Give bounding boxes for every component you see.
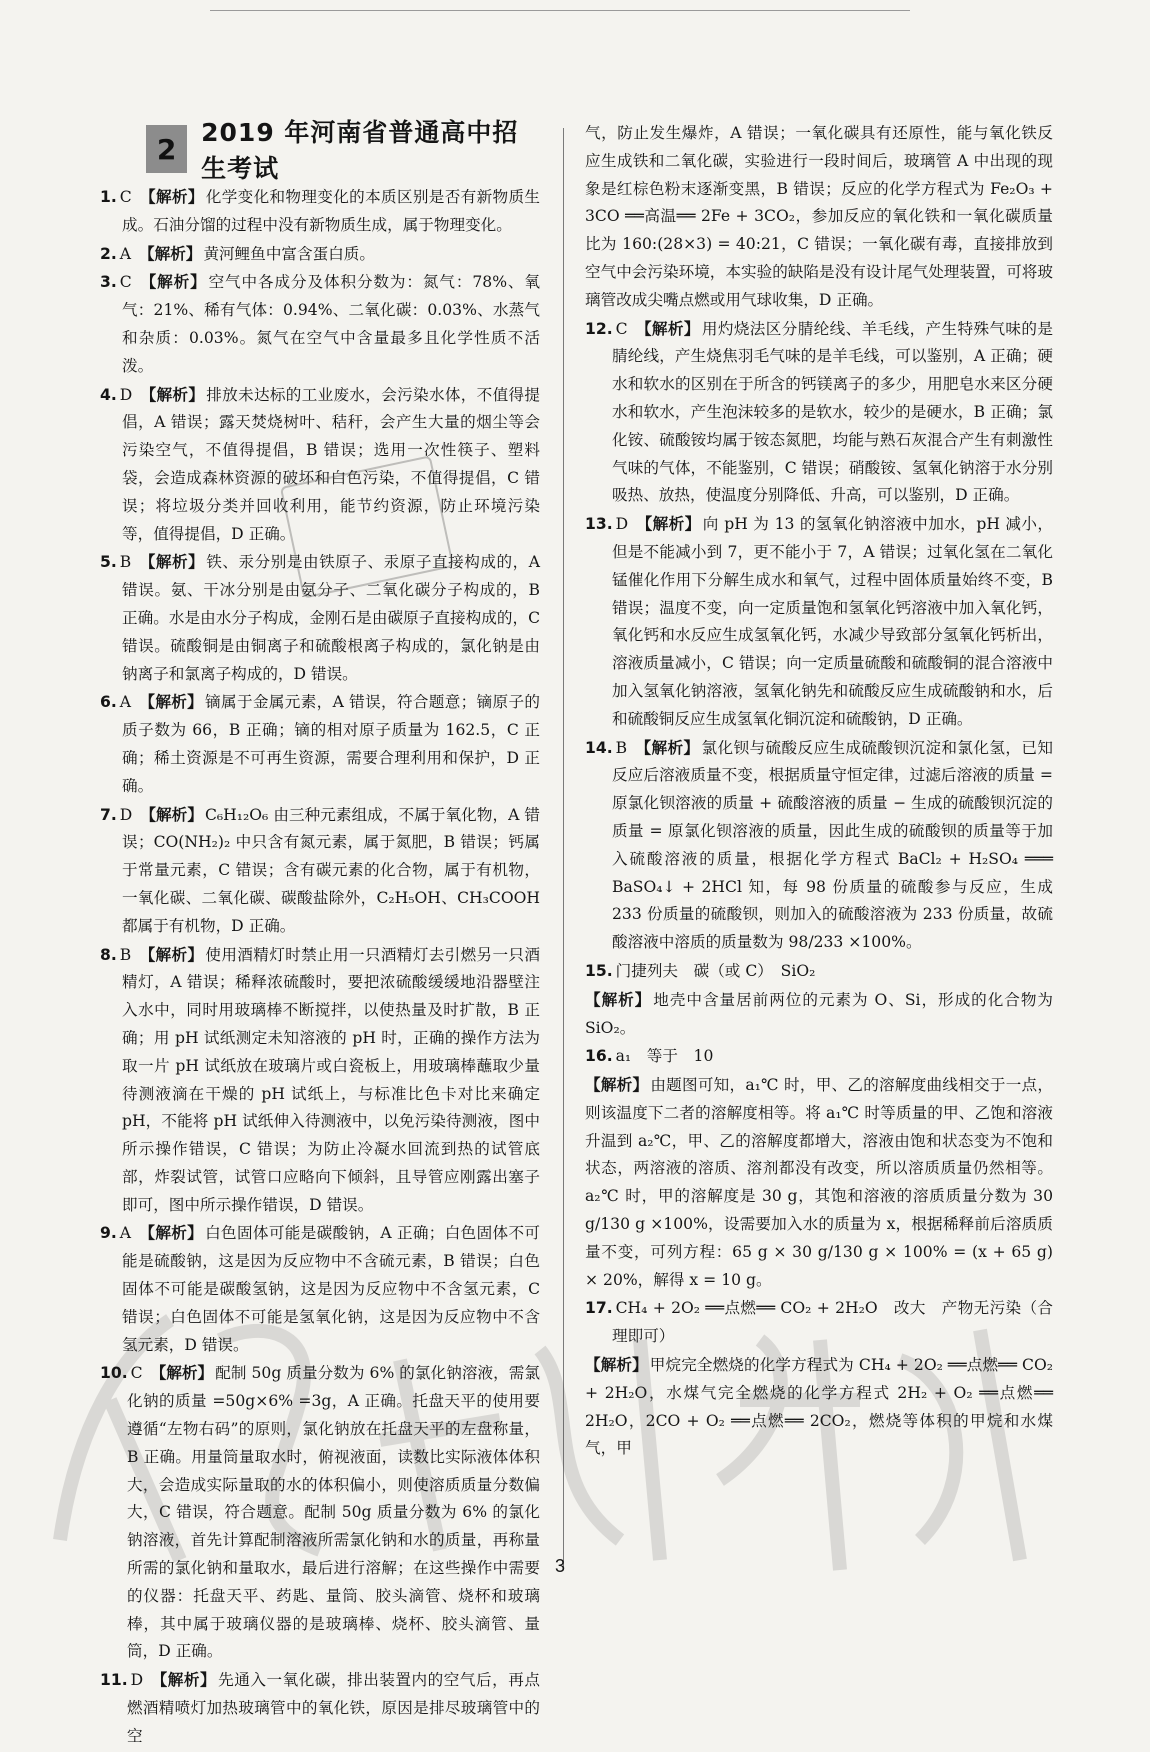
answer-item [100, 1667, 540, 1750]
answer-choice: B [615, 738, 628, 757]
analysis-tag: 【解析】 [139, 1224, 204, 1243]
question-number: 14. [585, 738, 613, 757]
page-number: 3 [555, 1556, 566, 1576]
answer-choice: D [119, 385, 133, 404]
analysis-text: 氯化钡与硫酸反应生成硫酸钡沉淀和氯化氢，已知反应后溶液质量不变，根据质量守恒定律，过滤后溶液的质量 = 原氯化钡溶液的质量 + 硫酸溶液的质量 − 生成的硫酸钡沉淀的质量 = 原氯化钡溶液的质量，因此生成的硫酸钡的质量等于加入硫酸溶液的质量，根据化学方程式 BaCl₂ + H₂SO₄ ═══ BaSO₄↓ + 2HCl 知，每 98 份质量的硫酸参与反应，生成 233 份质量的硫酸钡，则加入的硫酸溶液为 233 份质量，故硫酸溶液中溶质的质量数为 98/233 ×100%。 [612, 738, 1053, 952]
analysis-tag: 【解析】 [151, 1671, 217, 1690]
answer-item [585, 511, 1053, 733]
question-number: 12. [585, 319, 613, 338]
answer-choice: D [119, 805, 133, 824]
question-number: 8. [100, 945, 117, 964]
analysis-tag: 【解析】 [140, 385, 205, 404]
answer-choice: D [130, 1671, 144, 1690]
answer-choice: D [615, 515, 629, 534]
answer-item [100, 1220, 540, 1359]
left-column [100, 120, 540, 1752]
answer-item [585, 1295, 1053, 1351]
analysis-tag: 【解析】 [139, 945, 204, 964]
analysis-text: 白色固体可能是碳酸钠，A 正确；白色固体不可能是硫酸钠，这是因为反应物中不含硫元素，B 错误；白色固体不可能是碳酸氢钠，这是因为反应物中不含氢元素，C 错误；白色固体不可能是氢氧化钠，这是因为反应物中不含氢元素，D 错误。 [122, 1224, 540, 1354]
analysis-text: C₆H₁₂O₆ 由三种元素组成，不属于氧化物，A 错误；CO(NH₂)₂ 中只含有氮元素，属于氮肥，B 错误；钙属于常量元素，C 错误；含有碳元素的化合物，属于有机物，一氧化碳、二氧化碳、碳酸盐除外，C₂H₅OH、CH₃COOH 都属于有机物，D 正确。 [122, 805, 540, 935]
answer-choice: A [119, 244, 132, 263]
answer-choice: C [130, 1364, 143, 1383]
question-number: 10. [100, 1364, 128, 1383]
answer-item [100, 689, 540, 800]
analysis-text: 使用酒精灯时禁止用一只酒精灯去引燃另一只酒精灯，A 错误；稀释浓硫酸时，要把浓硫酸缓缓地沿器壁注入水中，同时用玻璃棒不断搅拌，以使热量及时扩散，B 正确；用 pH 试纸测定未知溶液的 pH 时，正确的操作方法为取一片 pH 试纸放在玻璃片或白瓷板上，用玻璃棒蘸取少量待测液滴在干燥的 pH 试纸上，与标准比色卡对比来确定 pH，不能将 pH 试纸伸入待测液中，以免污染待测液，图中所示操作错误，C 错误；为防止冷凝水回流到热的试管底部，炸裂试管，试管口应略向下倾斜，且导管应刚露出塞子即可，图中所示操作错误，D 错误。 [122, 945, 540, 1214]
answer-item [100, 942, 540, 1220]
column-divider [563, 128, 564, 1568]
answer-choice: CH₄ + 2O₂ ══点燃══ CO₂ + 2H₂O 改大 产物无污染（合理即可） [612, 1299, 1053, 1346]
left-answer-list [100, 184, 540, 1751]
question-number: 13. [585, 515, 613, 534]
question-number: 7. [100, 805, 117, 824]
section-number-badge: 2 [146, 125, 187, 173]
answer-item [585, 987, 1053, 1043]
question-number: 2. [100, 244, 117, 263]
analysis-tag: 【解析】 [636, 515, 701, 534]
analysis-tag: 【解析】 [140, 805, 203, 824]
answer-item [585, 958, 1053, 986]
answer-choice: A [119, 1224, 132, 1243]
question-number: 3. [100, 273, 117, 292]
answer-item [100, 269, 540, 380]
section-header [146, 118, 540, 183]
analysis-tag: 【解析】 [139, 188, 204, 206]
answer-item [585, 1072, 1053, 1294]
analysis-tag: 【解析】 [139, 693, 204, 712]
analysis-text: 黄河鲤鱼中富含蛋白质。 [203, 244, 375, 263]
answer-choice: a₁ 等于 10 [615, 1047, 714, 1066]
answer-choice: C [119, 273, 132, 292]
answer-item [585, 316, 1053, 511]
question-number: 15. [585, 961, 613, 980]
analysis-text: 地壳中含量居前两位的元素为 O、Si，形成的化合物为 SiO₂。 [585, 990, 1053, 1037]
answer-item [100, 1360, 540, 1666]
answer-choice: B [119, 945, 132, 964]
answer-choice: 门捷列夫 碳（或 C） SiO₂ [615, 961, 816, 980]
analysis-tag: 【解析】 [139, 553, 205, 572]
answer-item [585, 120, 1053, 315]
analysis-text: 先通入一氧化碳，排出装置内的空气后，再点燃酒精喷灯加热玻璃管中的氧化铁，原因是排尽玻璃管中的空 [127, 1671, 540, 1745]
answer-choice: C [615, 319, 628, 338]
analysis-tag: 【解析】 [585, 990, 652, 1009]
question-number: 16. [585, 1047, 613, 1066]
answer-item [100, 241, 540, 269]
analysis-text: 甲烷完全燃烧的化学方程式为 CH₄ + 2O₂ ══点燃══ CO₂ + 2H₂O，水煤气完全燃烧的化学方程式 2H₂ + O₂ ══点燃══ 2H₂O，2CO + O₂ ══点燃══ 2CO₂，燃烧等体积的甲烷和水煤气，甲 [585, 1356, 1053, 1458]
question-number: 11. [100, 1671, 128, 1690]
top-rule [210, 10, 910, 11]
answer-item [585, 1352, 1053, 1463]
answer-item [100, 184, 540, 240]
analysis-tag: 【解析】 [585, 1076, 649, 1095]
analysis-text: 由题图可知，a₁℃ 时，甲、乙的溶解度曲线相交于一点，则该温度下二者的溶解度相等。将 a₁℃ 时等质量的甲、乙饱和溶液升温到 a₂℃，甲、乙的溶解度都增大，溶液由饱和状态变为不饱和状态，两溶液的溶质、溶剂都没有改变，所以溶质质量仍然相等。a₂℃ 时，甲的溶解度是 30 g，其饱和溶液的溶质质量分数为 30 g/130 g ×100%，设需要加入水的质量为 x，根据稀释前后溶质质量不变，可列方程：65 g × 30 g/130 g × 100% = (x + 65 g) × 20%，解得 x = 10 g。 [585, 1076, 1053, 1289]
answer-item [100, 802, 540, 941]
analysis-tag: 【解析】 [635, 319, 700, 338]
right-column [585, 120, 1053, 1464]
section-title: 2019 年河南省普通高中招生考试 [201, 118, 519, 183]
answer-item [585, 1043, 1053, 1071]
analysis-tag: 【解析】 [585, 1356, 648, 1375]
analysis-text: 排放未达标的工业废水，会污染水体，不值得提倡，A 错误；露天焚烧树叶、秸秆，会产生大量的烟尘等会污染空气，不值得提倡，B 错误；选用一次性筷子、塑料袋，会造成森林资源的破坏和白色污染，不值得提倡，C 错误；将垃圾分类并回收利用，能节约资源，防止环境污染等，值得提倡，D 正确。 [122, 385, 540, 543]
question-number: 17. [585, 1299, 613, 1318]
question-number: 5. [100, 553, 117, 572]
question-number: 1. [100, 188, 117, 206]
analysis-tag: 【解析】 [139, 273, 207, 292]
right-answer-list [585, 120, 1053, 1463]
answer-item [585, 735, 1053, 957]
question-number: 4. [100, 385, 117, 404]
question-number: 9. [100, 1224, 117, 1243]
analysis-text: 配制 50g 质量分数为 6% 的氯化钠溶液，需氯化钠的质量 =50g×6% =3g，A 正确。托盘天平的使用要遵循“左物右码”的原则，氯化钠放在托盘天平的左盘称量，B 正确。用量筒量取水时，俯视液面，读数比实际液体体积大，会造成实际量取的水的体积偏小，则使溶质质量分数偏大，C 错误，符合题意。配制 50g 质量分数为 6% 的氯化钠溶液，首先计算配制溶液所需氯化钠和水的质量，再称量所需的氯化钠和量取水，最后进行溶解；在这些操作中需要的仪器：托盘天平、药匙、量筒、胶头滴管、烧杯和玻璃棒，其中属于玻璃仪器的是玻璃棒、烧杯、胶头滴管、量筒，D 正确。 [127, 1364, 540, 1661]
analysis-tag: 【解析】 [635, 738, 700, 757]
answer-choice: A [119, 693, 132, 712]
analysis-tag: 【解析】 [150, 1364, 214, 1383]
analysis-text: 向 pH 为 13 的氢氧化钠溶液中加水，pH 减小，但是不能减小到 7，更不能小于 7，A 错误；过氧化氢在二氧化锰催化作用下分解生成水和氧气，过程中固体质量始终不变，B 错误；温度不变，向一定质量饱和氢氧化钙溶液中加入氧化钙，氧化钙和水反应生成氢氧化钙，水减少导致部分氢氧化钙析出，溶液质量减小，C 错误；向一定质量硫酸和硫酸铜的混合溶液中加入氢氧化钠溶液，氢氧化钠先和硫酸反应生成硫酸钠和水，后和硫酸铜反应生成氢氧化铜沉淀和硫酸钠，D 正确。 [612, 515, 1053, 728]
answer-choice: C [119, 188, 132, 206]
analysis-text: 化学变化和物理变化的本质区别是否有新物质生成。石油分馏的过程中没有新物质生成，属于物理变化。 [122, 188, 540, 234]
analysis-text: 铁、汞分别是由铁原子、汞原子直接构成的，A 错误。氨、干冰分别是由氨分子、二氧化碳分子构成的，B 正确。水是由水分子构成，金刚石是由碳原子直接构成的，C 错误。硫酸铜是由铜离子和硫酸根离子构成的，氯化钠是由钠离子和氯离子构成的，D 错误。 [122, 553, 540, 683]
question-number: 6. [100, 693, 117, 712]
analysis-text: 镝属于金属元素，A 错误，符合题意；镝原子的质子数为 66，B 正确；镝的相对原子质量为 162.5，C 正确；稀土资源是不可再生资源，需要合理利用和保护，D 正确。 [122, 693, 540, 795]
analysis-text: 气，防止发生爆炸，A 错误；一氧化碳具有还原性，能与氧化铁反应生成铁和二氧化碳，实验进行一段时间后，玻璃管 A 中出现的现象是红棕色粉末逐渐变黑，B 错误；反应的化学方程式为 Fe₂O₃ + 3CO ══高温══ 2Fe + 3CO₂，参加反应的氧化铁和一氧化碳质量比为 160:(28×3) = 40:21，C 错误；一氧化碳有毒，直接排放到空气中会污染环境，本实验的缺陷是没有设计尾气处理装置，可将玻璃管改成尖嘴点燃或用气球收集，D 正确。 [585, 124, 1053, 309]
analysis-text: 用灼烧法区分腈纶线、羊毛线，产生特殊气味的是腈纶线，产生烧焦羽毛气味的是羊毛线，可以鉴别，A 正确；硬水和软水的区别在于所含的钙镁离子的多少，用肥皂水来区分硬水和软水，产生泡沫较多的是软水，较少的是硬水，B 正确；氯化铵、硫酸铵均属于铵态氮肥，均能与熟石灰混合产生有刺激性气味的气体，不能鉴别，C 错误；硝酸铵、氢氧化钠溶于水分别吸热、放热，使温度分别降低、升高，可以鉴别，D 正确。 [612, 319, 1053, 505]
analysis-tag: 【解析】 [139, 244, 202, 263]
analysis-text: 空气中各成分及体积分数为：氮气：78%、氧气：21%、稀有气体：0.94%、二氧化碳：0.03%、水蒸气和杂质：0.03%。氮气在空气中含量最多且化学性质不活泼。 [122, 273, 540, 375]
answer-choice: B [119, 553, 132, 572]
